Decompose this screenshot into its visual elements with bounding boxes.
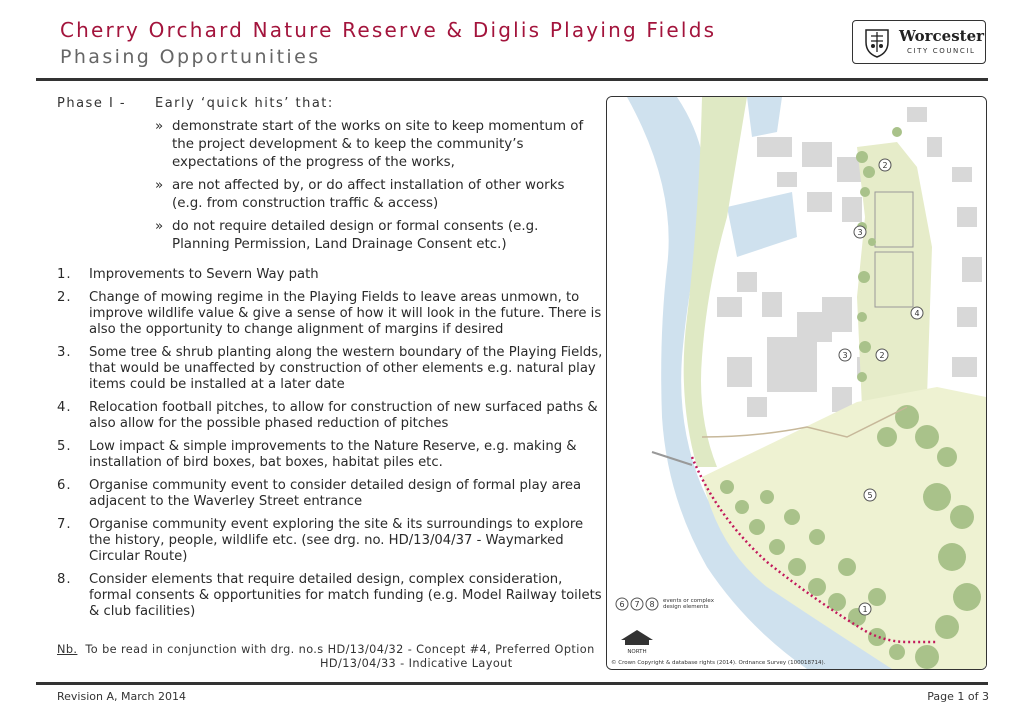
map-copyright: © Crown Copyright & database rights (2014). Ordnance Survey (100018714).: [611, 660, 826, 666]
north-label: NORTH: [627, 649, 647, 655]
svg-text:8: 8: [649, 600, 655, 609]
item-text: Relocation football pitches, to allow for construction of new surfaced paths & also allow for the possible phased reduction of pitches: [89, 400, 598, 431]
list-item: [57, 517, 605, 565]
item-number: 5.: [57, 439, 72, 454]
map-marker-2: [876, 349, 888, 361]
list-item: [57, 267, 605, 283]
phase-bullet: [155, 218, 595, 254]
list-item: [57, 572, 605, 620]
item-number: 7.: [57, 517, 72, 532]
crest-icon: [863, 26, 891, 58]
phase-bullet: [155, 118, 595, 172]
note-line1: To be read in conjunction with drg. no.s HD/13/04/32 - Concept #4, Preferred Option: [85, 643, 595, 656]
page-title: Cherry Orchard Nature Reserve & Diglis Playing Fields: [60, 18, 717, 42]
item-number: 6.: [57, 478, 72, 493]
note-line2: HD/13/04/33 - Indicative Layout: [320, 657, 513, 670]
council-logo: [852, 20, 986, 64]
phase-bullet: [155, 177, 595, 213]
item-text: Consider elements that require detailed design, complex consideration, formal consents & opportunities for match funding (e.g. Model Railway toilets & club facilities): [89, 572, 602, 619]
bullet-marker: »: [155, 178, 164, 193]
opportunity-list: [57, 267, 605, 627]
map-marker-3: [839, 349, 851, 361]
item-number: 4.: [57, 400, 72, 415]
svg-text:5: 5: [867, 491, 873, 500]
logo-council: CITY COUNCIL: [907, 47, 976, 55]
item-number: 1.: [57, 267, 72, 282]
list-item: [57, 439, 605, 471]
svg-text:4: 4: [914, 309, 920, 318]
svg-text:1: 1: [862, 605, 868, 614]
item-text: Improvements to Severn Way path: [89, 267, 319, 282]
logo-name: Worcester: [899, 27, 985, 45]
page-number: Page 1 of 3: [927, 690, 989, 703]
svg-text:2: 2: [882, 161, 888, 170]
svg-text:6: 6: [619, 600, 625, 609]
item-number: 8.: [57, 572, 72, 587]
item-text: Some tree & shrub planting along the western boundary of the Playing Fields, that would be unaffected by construction of other elements e.g. natural play items could be installed at a later date: [89, 345, 603, 392]
svg-text:3: 3: [842, 351, 848, 360]
list-item: [57, 478, 605, 510]
bullet-marker: »: [155, 119, 164, 134]
list-item: [57, 290, 605, 338]
list-item: [57, 345, 605, 393]
note-nb: Nb.: [57, 643, 78, 656]
reference-note: [57, 642, 595, 657]
bullet-text: do not require detailed design or formal consents (e.g. Planning Permission, Land Drainage Consent etc.): [172, 219, 539, 252]
legend-text-2: design elements: [663, 604, 709, 610]
revision-label: Revision A, March 2014: [57, 690, 187, 703]
map-marker-3: [854, 226, 866, 238]
page-subtitle: Phasing Opportunities: [60, 46, 321, 68]
bullet-text: are not affected by, or do affect installation of other works (e.g. from construction traffic & access): [172, 178, 565, 211]
item-text: Organise community event exploring the site & its surroundings to explore the history, people, wildlife etc. (see drg. no. HD/13/04/37 - Waymarked Circular Route): [89, 517, 584, 564]
item-number: 3.: [57, 345, 72, 360]
svg-text:2: 2: [879, 351, 885, 360]
item-text: Organise community event to consider detailed design of formal play area adjacent to the Waverley Street entrance: [89, 478, 582, 509]
item-number: 2.: [57, 290, 72, 305]
phase-label: Phase I -: [57, 96, 127, 111]
map-marker-2: [879, 159, 891, 171]
bullet-text: demonstrate start of the works on site to keep momentum of the project development & to keep the community’s expectations of the progress of the works,: [172, 119, 584, 170]
map-marker-4: [911, 307, 923, 319]
map-marker-1: [859, 603, 871, 615]
site-plan-map: [606, 96, 987, 670]
item-text: Change of mowing regime in the Playing Fields to leave areas unmown, to improve wildlife value & give a sense of how it will look in the future. There is also the opportunity to change alignment of margins if desired: [89, 290, 602, 337]
footer-divider: [36, 682, 988, 685]
svg-text:3: 3: [857, 228, 863, 237]
legend-text-1: events or complex: [663, 598, 714, 604]
phase-bullet-list: [155, 118, 595, 259]
item-text: Low impact & simple improvements to the Nature Reserve, e.g. making & installation of bird boxes, bat boxes, habitat piles etc.: [89, 439, 577, 470]
list-item: [57, 400, 605, 432]
header-divider: [36, 78, 988, 81]
map-marker-5: [864, 489, 876, 501]
phase-intro: Early ‘quick hits’ that:: [155, 96, 334, 111]
bullet-marker: »: [155, 219, 164, 234]
svg-text:7: 7: [634, 600, 640, 609]
